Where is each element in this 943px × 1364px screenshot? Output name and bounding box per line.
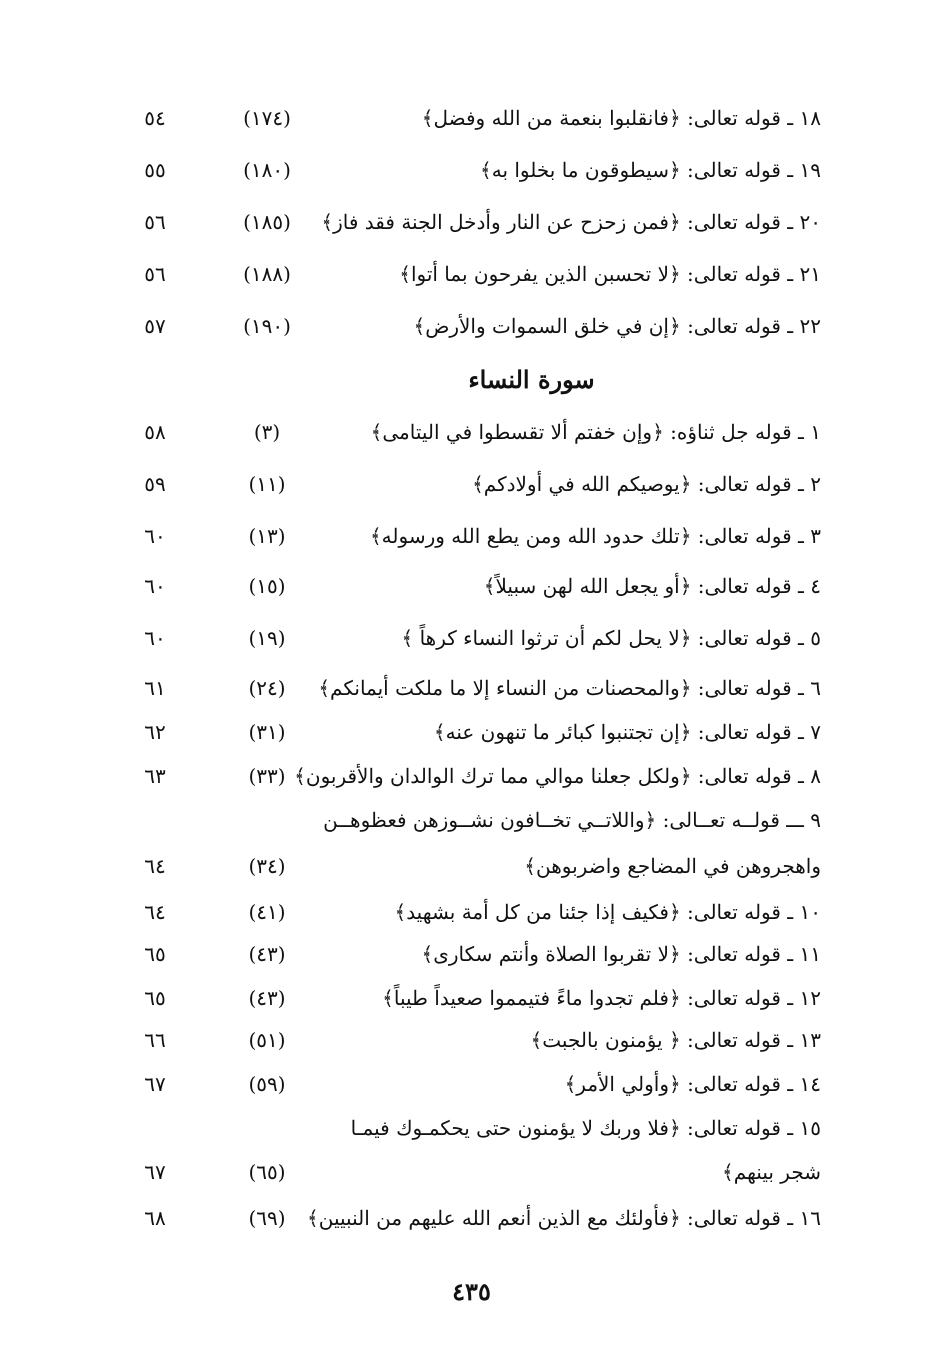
page-number: ٤٣٥ [452,1277,491,1306]
verse-number: (١٨٨) [243,262,291,286]
toc-entry [0,566,943,616]
toc-entry [0,412,943,462]
toc-entry [0,464,943,514]
toc-entry [0,1152,943,1202]
toc-entry [0,934,943,984]
verse-number: (١٩) [248,626,286,650]
page-reference: ٦٠ [144,626,166,650]
verse-number: (٣٣) [248,764,286,788]
entry-text: ٤ ـ قوله تعالى: ﴿أو يجعل الله لهن سبيلاً﴾ [483,574,821,598]
verse-number: (٣) [253,420,281,444]
toc-entry [0,1198,943,1248]
entry-text: ١٦ ـ قوله تعالى: ﴿فأولئك مع الذين أنعم الله عليهم من النبيين﴾ [307,1206,821,1230]
entry-text: شجر بينهم﴾ [722,1160,821,1184]
entry-text: ٢٢ ـ قوله تعالى: ﴿إن في خلق السموات والأرض﴾ [413,314,821,338]
page-reference: ٦٠ [144,574,166,598]
entry-text: ١٣ ـ قوله تعالى: ﴿ يؤمنون بالجبت﴾ [530,1028,821,1052]
page-reference: ٦٧ [144,1160,166,1184]
verse-number: (٣٤) [248,854,286,878]
verse-number: (١٣) [248,524,286,548]
entry-text: ١٨ ـ قوله تعالى: ﴿فانقلبوا بنعمة من الله وفضل﴾ [421,106,821,130]
entry-text: ٢١ ـ قوله تعالى: ﴿لا تحسبن الذين يفرحون بما أتوا﴾ [399,262,821,286]
toc-entry [0,516,943,566]
verse-number: (٢٤) [248,676,286,700]
toc-entry [0,150,943,200]
verse-number: (١٧٤) [243,106,291,130]
page-reference: ٥٦ [144,262,166,286]
verse-number: (٤٣) [248,986,286,1010]
verse-number: (١١) [248,472,286,496]
toc-entry [0,668,943,718]
entry-text: ٢٠ ـ قوله تعالى: ﴿فمن زحزح عن النار وأدخل الجنة فقد فاز﴾ [321,210,821,234]
verse-number: (١٨٠) [243,158,291,182]
entry-text: ١٤ ـ قوله تعالى: ﴿وأولي الأمر﴾ [564,1072,821,1096]
verse-number: (٦٥) [248,1160,286,1184]
entry-text: ١٠ ـ قوله تعالى: ﴿فكيف إذا جئنا من كل أمة بشهيد﴾ [394,900,821,924]
page-reference: ٦٢ [144,720,166,744]
page-reference: ٦٨ [144,1206,166,1230]
toc-entry [0,756,943,806]
verse-number: (١٨٥) [243,210,291,234]
toc-entry [0,618,943,668]
verse-number: (٣١) [248,720,286,744]
entry-text: ٦ ـ قوله تعالى: ﴿والمحصنات من النساء إلا ما ملكت أيمانكم﴾ [318,676,821,700]
verse-number: (٤٣) [248,942,286,966]
entry-text: ١٩ ـ قوله تعالى: ﴿سيطوقون ما بخلوا به﴾ [480,158,821,182]
toc-entry [0,202,943,252]
entry-text: ٧ ـ قوله تعالى: ﴿إن تجتنبوا كبائر ما تنهون عنه﴾ [433,720,821,744]
entry-text: ١١ ـ قوله تعالى: ﴿لا تقربوا الصلاة وأنتم سكارى﴾ [421,942,821,966]
entry-text: واهجروهن في المضاجع واضربوهن﴾ [524,854,821,878]
entry-text: ٢ ـ قوله تعالى: ﴿يوصيكم الله في أولادكم﴾ [472,472,821,496]
page-reference: ٦٥ [144,942,166,966]
toc-entry [0,712,943,762]
page-reference: ٦٠ [144,524,166,548]
toc-entry [0,800,943,850]
page-reference: ٥٨ [144,420,166,444]
toc-entry [0,98,943,148]
entry-text: ٣ ـ قوله تعالى: ﴿تلك حدود الله ومن يطع الله ورسوله﴾ [369,524,821,548]
page-reference: ٥٩ [144,472,166,496]
page-reference: ٦٣ [144,764,166,788]
page-reference: ٦٤ [144,854,166,878]
page-reference: ٥٧ [144,314,166,338]
verse-number: (٥١) [248,1028,286,1052]
entry-text: ١٥ ـ قوله تعالى: ﴿فلا وربك لا يؤمنون حتى يحكمـوك فيمـا [350,1116,821,1140]
page-reference: ٥٤ [144,106,166,130]
toc-entry [0,254,943,304]
page-reference: ٦٧ [144,1072,166,1096]
verse-number: (١٩٠) [243,314,291,338]
page-reference: ٥٥ [144,158,166,182]
toc-entry [0,846,943,896]
entry-text: ١ ـ قوله جل ثناؤه: ﴿وإن خفتم ألا تقسطوا في اليتامى﴾ [370,420,821,444]
verse-number: (١٥) [248,574,286,598]
toc-entry [0,306,943,356]
page-reference: ٥٦ [144,210,166,234]
entry-text: ٨ ـ قوله تعالى: ﴿ولكل جعلنا موالي مما ترك الوالدان والأقربون﴾ [294,764,821,788]
verse-number: (٦٩) [248,1206,286,1230]
entry-text: ٩ ـــ قولــه تعــالى: ﴿واللاتــي تخــافون نشــوزهن فعظوهــن [323,808,821,832]
verse-number: (٤١) [248,900,286,924]
toc-entry [0,1020,943,1070]
page-reference: ٦٦ [144,1028,166,1052]
toc-entry [0,1108,943,1158]
section-title: سورة النساء [468,365,595,394]
verse-number: (٥٩) [248,1072,286,1096]
entry-text: ٥ ـ قوله تعالى: ﴿لا يحل لكم أن ترثوا النساء كرهاً ﴾ [401,626,821,650]
page-reference: ٦١ [144,676,166,700]
page-reference: ٦٤ [144,900,166,924]
page-reference: ٦٥ [144,986,166,1010]
entry-text: ١٢ ـ قوله تعالى: ﴿فلم تجدوا ماءً فتيمموا صعيداً طيباً﴾ [382,986,821,1010]
toc-entry [0,1064,943,1114]
